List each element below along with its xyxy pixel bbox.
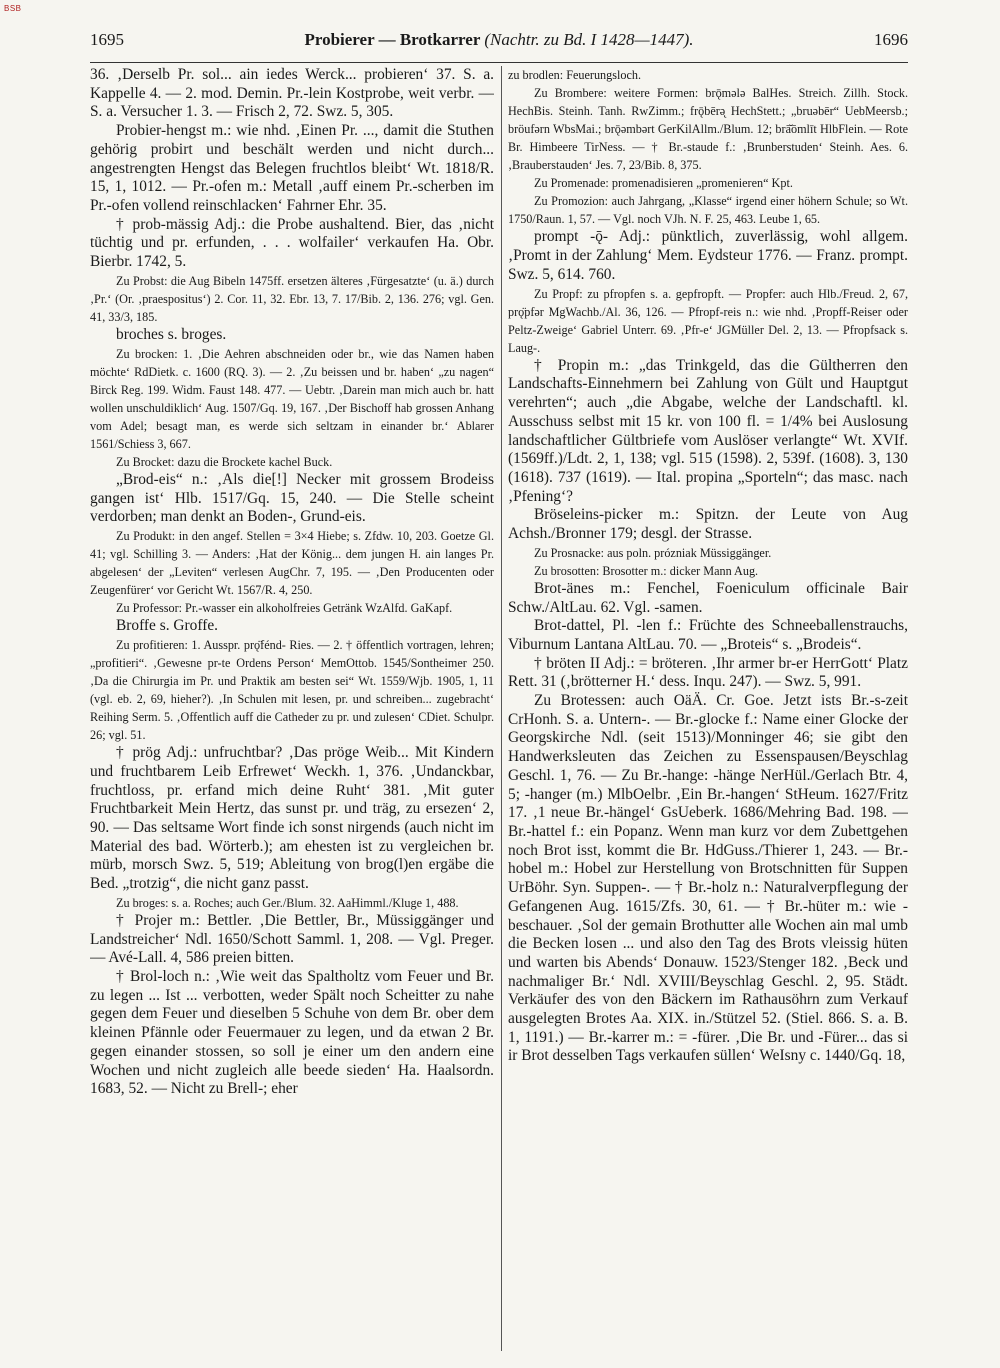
dictionary-entry: Zu brocken: 1. ‚Die Aehren abschneiden oder br., wie das Namen haben möchte‘ RdDietk. c. 1600 (RQ. 3). — 2. ‚Zu beissen und br. haben‘ „zu nagen“ Birck Reg. 199. Widm. Faust 148. 477. — Uebtr. ‚Darein man mich auch br. hatt wollen unschuldiklich‘ Aug. 1507/Gq. 19, 167. ‚Der Bischoff hab grossen Anhang vom Adel; besagt man, es werde sich seltzam in einander br.‘ Ablarer 1561/Schiess 3, 667. bbox=[90, 346, 494, 451]
dictionary-entry: Zu brosotten: Brosotter m.: dicker Mann Aug. bbox=[534, 563, 759, 578]
page-header bbox=[90, 30, 908, 56]
dictionary-entry: Zu Propf: zu pfropfen s. a. gepfropft. — Propfer: auch Hlb./Freud. 2, 67, prǫ̈pfər MgWachb./Al. 36, 126. — Pfropf-reis n.: wie nhd. ‚Propff-Reiser oder Peltz-Zweige‘ Gabriel Unterr. 69. ‚Pfr-e‘ JGMüller Del. 2, 13. — Pfropfsack s. Laug-. bbox=[508, 286, 908, 355]
column-divider bbox=[501, 66, 502, 1351]
library-stamp: BSB bbox=[4, 4, 22, 13]
dictionary-entry: † prög Adj.: unfruchtbar? ‚Das pröge Weib... Mit Kindern und fruchtbarem Leib Erfrewet‘ Weckh. 1, 376. ‚Undanckbar, fruchtloss, pr. erfand mich deine Ruht‘ 381. ‚Mit guter Fruchtbarkeit Mein Hertz, das sunst pr. und träg, zu ersezen‘ 2, 90. — Das seltsame Wort finde ich sonst nirgends (auch nicht im Material des bad. Wörterb.); am ehesten ist zu vergleichen br. mürb, morsch Swz. 5, 519; Ableitung von brog(l)en ergäbe die Bed. „trotzig“, die nicht ganz passt. bbox=[90, 744, 494, 893]
dictionary-entry: „Brod-eis“ n.: ‚Als die[!] Necker mit grossem Brodeiss gangen ist‘ Hlb. 1517/Gq. 15, 240. — Die Stelle scheint verdorben; man denkt an Boden-, Grund-eis. bbox=[90, 470, 494, 526]
dictionary-entry: † bröten II Adj.: = bröteren. ‚Ihr armer br-er HerrGott‘ Platz Rett. 31 (‚brötterner H.‘ dess. Inqu. 247). — Swz. 5, 991. bbox=[508, 654, 908, 691]
dictionary-entry: 36. ‚Derselb Pr. sol... ain iedes Werck... probieren‘ 37. S. a. Kappelle 4. — 2. mod. Demin. Pr.-lein Kostprobe, weit verbr. — S. a. Versucher 1. 3. — Frisch 2, 72. Swz. 5, 305. bbox=[90, 66, 494, 121]
dictionary-entry: Zu Promozion: auch Jahrgang, „Klasse“ irgend einer höhern Schule; so Wt. 1750/Raun. 1, 57. — Vgl. noch VJh. N. F. 25, 463. Leube 1, 65. bbox=[508, 194, 908, 227]
dictionary-entry: Zu Brotessen: auch OäÄ. Cr. Goe. Jetzt ists Br.-s-zeit CrHonh. S. a. Untern-. — Br.-glocke f.: Name einer Glocke der Georgskirche Ndl. (seit 1513)/Monninger 46; sie gibt den Handwerksleuten das Zeichen zu Essenspausen/Beyschlag Geschl. 1, 76. — Zu Br.-hange: -hänge NerHül./Gerlach Btr. 4, 5; -hanger (m.) MlbOelbr. ‚Ein Br.-hangen‘ StHeum. 1627/Fritz 17. ‚1 neue Br.-hängel‘ GsUeberk. 1686/Mehring Bad. 198. — Br.-hattel f.: ein Popanz. Wenn man kurz vor dem Zubettgehen noch Brot isst, kommt die Br. HdGuss./Thierer 1, 243. — Br.-hobel m.: Hobel zur Herstellung von Brotschnitten für Suppen UrBöhr. Syn. Suppen-. — † Br.-holz n.: Naturalverpflegung der Gefangenen Aug. 1615/Zfs. 30, 61. — † Br.-hüter m.: wie -beschauer. ‚Sol der gemain Brothutter alle Wochen ain mal umb die Becken losen ... und also den Tag des Brots vleissig hüten und warten bis Abends‘ Donauw. 1523/Stenger 182. ‚Beck und nachmaliger Br.‘ Ndl. XVIII/Beyschlag Geschl. 2, 95. Städt. Verkäufer des von den Bäckern im Rathausöhrn zum Verkauf ausgelegten Brotes Aa. XIX. in./Stützel 52. (Stiel. 866. S. a. B. 1, 1191.) — Br.-karrer m.: = -fürer. ‚Die Br. und -Fürer... das si ir Brot desselben Tags verkaufen süllen‘ WeIsny c. 1440/Gq. 18, bbox=[508, 692, 908, 1065]
dictionary-entry: † Brol-loch n.: ‚Wie weit das Spaltholtz vom Feuer und Br. zu legen ... Ist ... verbotten, weder Spält noch Scheitter zu nahe gegen dem Feuer und dieselben 5 Schuhe von dem Br. ober dem kleinen Pfännle oder Feuermauer zu legen, und da etwan 2 Br. gegen einander stossen, so soll je einer um den andern eine Wochen und nicht zugleich alle beede sieden‘ Ha. Haalsordn. 1683, 52. — Nicht zu Brell-; eher bbox=[90, 968, 494, 1098]
header-rule bbox=[90, 62, 908, 63]
dictionary-entry: broches s. broges. bbox=[116, 325, 227, 343]
dictionary-entry: † Projer m.: Bettler. ‚Die Bettler, Br., Müssiggänger und Landstreicher‘ Ndl. 1650/Schott Samml. 1, 208. — Vgl. Preger. — Avé-Lall. 4, 586 preien bitten. bbox=[90, 911, 494, 967]
dictionary-entry: Probier-hengst m.: wie nhd. ‚Einen Pr. ..., damit die Stuthen gehörig probirt und beschält werden und nicht durch... angestrengten Hengst das Belegen fruchtlos bleibt‘ Wt. 1818/R. 15, 1, 1012. — Pr.-ofen m.: Metall ‚auff einem Pr.-scherben im Pr.-ofen vollend reinschlacken‘ Fahrner Ehr. 35. bbox=[90, 122, 494, 214]
dictionary-entry: Zu Promenade: promenadisieren „promenieren“ Kpt. bbox=[534, 176, 793, 191]
dictionary-entry: Zu Brocket: dazu die Brockete kachel Buck. bbox=[116, 454, 333, 469]
left-column bbox=[90, 66, 494, 1356]
page-number-left: 1695 bbox=[90, 30, 124, 49]
dictionary-entry: Brot-änes m.: Fenchel, Foeniculum officinale Bair Schw./AltLau. 62. Vgl. -samen. bbox=[508, 579, 908, 616]
page-number-right: 1696 bbox=[874, 30, 908, 49]
right-column bbox=[508, 66, 908, 1356]
dictionary-entry: Bröseleins-picker m.: Spitzn. der Leute von Aug Achsh./Bronner 179; desgl. der Strasse. bbox=[508, 506, 908, 543]
running-title bbox=[90, 30, 908, 50]
dictionary-entry: Broffe s. Groffe. bbox=[116, 617, 219, 635]
dictionary-entry: Zu broges: s. a. Roches; auch Ger./Blum. 32. AaHimml./Kluge 1, 488. bbox=[116, 895, 459, 910]
dictionary-entry: zu brodlen: Feuerungsloch. bbox=[508, 68, 642, 82]
dictionary-entry: Zu Brombere: weitere Formen: brǭmələ BalHes. Streich. Zillh. Stock. HechBis. Steinh. Tanh. RwZimm.; frǭbērə̨ HechStett.; „bruəbēr“ UebMeersb.; bröufərn WbsMai.; brǭəmbərt GerKilAllm./Blum. 12; brā̆ōmlīt HlbFlein. — Rote Br. Himbeere TirNess. — † Br.-staude f.: ‚Brunberstuden‘ Steinh. Aes. 6. ‚Brauberstauden‘ Jes. 7, 23/Bib. 8, 375. bbox=[508, 86, 908, 173]
dictionary-entry: prompt -ǭ- Adj.: pünktlich, zuverlässig, wohl allgem. ‚Promt in der Zahlung‘ Mem. Eydsteur 1776. — Franz. prompt. Swz. 5, 614. 760. bbox=[508, 228, 908, 283]
running-title-note: (Nachtr. zu Bd. I 1428—1447). bbox=[484, 30, 694, 49]
dictionary-entry: Zu Prosnacke: aus poln. prózniak Müssiggänger. bbox=[534, 545, 772, 560]
dictionary-entry: Zu Professor: Pr.-wasser ein alkoholfreies Getränk WzAlfd. GaKapf. bbox=[116, 601, 453, 616]
dictionary-entry: † Propin m.: „das Trinkgeld, das die Gültherren den Landschafts-Einnehmern bei Zahlung von Gült und Hauptgut verehrten“; auch „die Abgabe, welche der Landschaftl. kl. Ausschuss selbst mit 15 kr. von 100 fl. = 1/4% bei Auslosung landschaftlicher Gültbriefe vom Auslöser verlangte“ Wt. XVIf. (1569ff.)/Ldt. 2, 1, 138; vgl. 515 (1598). 2, 539f. (1608). 3, 130 (1618). 737 (1619). — Ital. propina „Sporteln“; das masc. nach ‚Pfening‘? bbox=[508, 356, 908, 505]
dictionary-entry: Brot-dattel, Pl. -len f.: Früchte des Schneeballenstrauchs, Viburnum Lantana AltLau. 70. — „Broteis“ s. „Brodeis“. bbox=[508, 617, 908, 653]
dictionary-entry: † prob-mässig Adj.: die Probe aushaltend. Bier, das ‚nicht tüchtig und pr. erfunden, . . . wolfailer‘ verkaufen Ha. Obr. Bierbr. 1742, 5. bbox=[90, 215, 494, 271]
dictionary-entry: Zu Probst: die Aug Bibeln 1475ff. ersetzen älteres ‚Fürgesatzte‘ (u. ä.) durch ‚Pr.‘ (Or. ‚praespositus‘) 2. Cor. 11, 32. Ebr. 13, 7. 17/Bib. 2, 136. 276; vgl. Gen. 41, 33/3, 185. bbox=[90, 273, 494, 324]
running-title-main: Probierer — Brotkarrer bbox=[304, 30, 481, 49]
dictionary-entry: Zu Produkt: in den angef. Stellen = 3×4 Hiebe; s. Zfdw. 10, 203. Goetze Gl. 41; vgl. Schilling 3. — Anders: ‚Hat der König... dem jungen H. ain langes Pr. abgelesen‘ der „Leviten“ verlesen AugChr. 7, 195. — ‚Den Producenten oder Zeugenfürer‘ vor Gericht Wt. 1567/R. 4, 250. bbox=[90, 529, 494, 598]
dictionary-entry: Zu profitieren: 1. Ausspr. prǫ̈fénd- Ries. — 2. † öffentlich vortragen, lehren; „profitieri“. ‚Gewesne pr-te Ordens Person‘ MemOttob. 1545/Sontheimer 250. ‚Da die Chirurgia im Pr. und Praktik am besten sei“ Wt. 1559/Wjb. 1905, 1, 11 (vgl. eb. 2, 69, hieher?). ‚In Schulen mit lesen, pr. und schreiben... zugebracht‘ Reihing Serm. 5. ‚Offentlich auff die Catheder zu pr. und zulesen‘ CDiet. Schulpr. 26; vgl. 51. bbox=[90, 637, 494, 743]
